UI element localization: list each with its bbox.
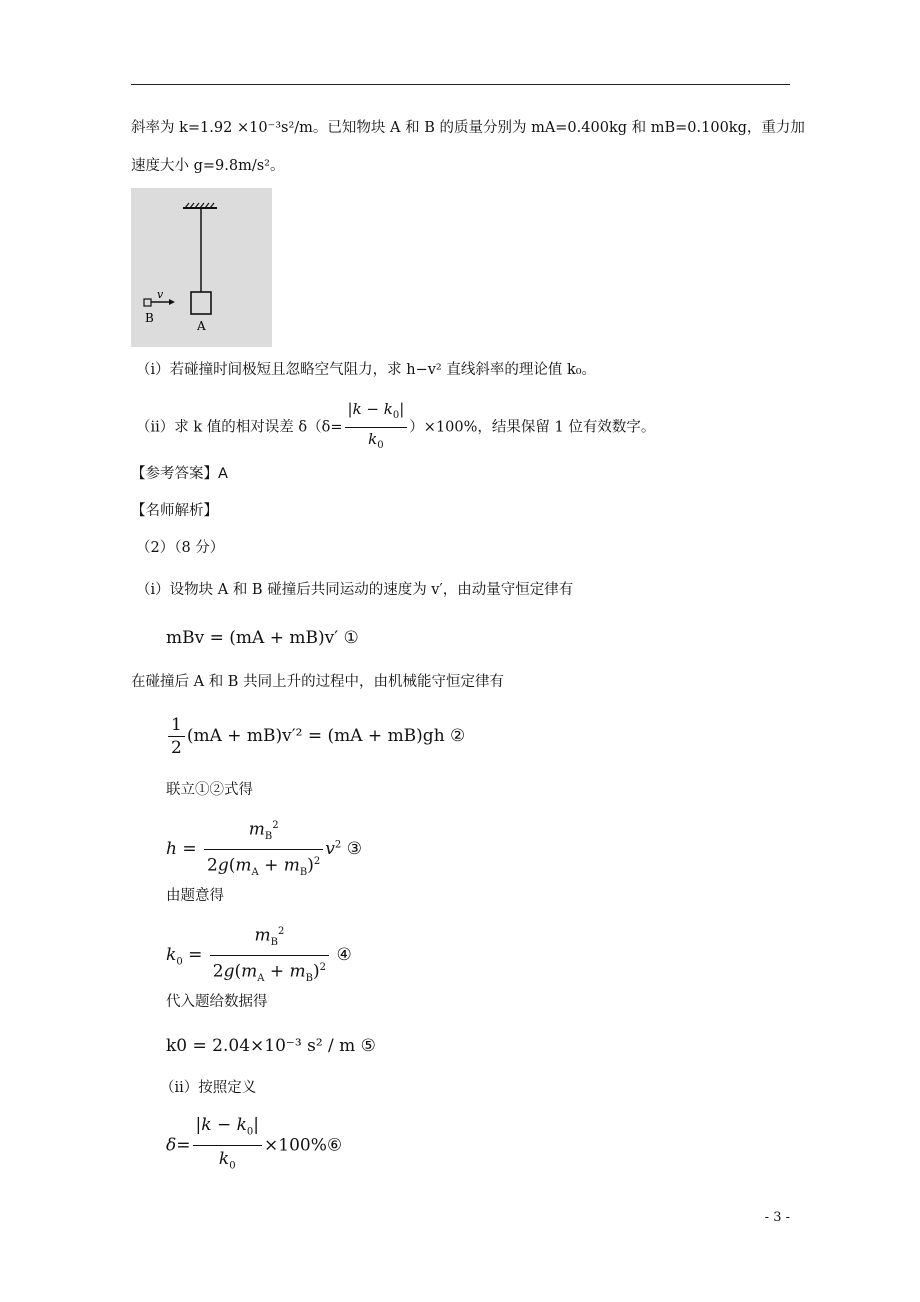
label-b: B xyxy=(145,311,154,325)
text-line-1: 斜率为 k=1.92 ×10⁻³s²/m。已知物块 A 和 B 的质量分别为 mA=0.400kg 和 mB=0.100kg，重力加 xyxy=(131,120,805,136)
block-a xyxy=(191,292,211,314)
equation-3-fraction: $\frac{m_B^2}{2g(m_A + m_B)^2}$ xyxy=(204,816,323,883)
percent-factor: ×100% xyxy=(264,1135,327,1156)
analysis-heading: 【名师解析】 xyxy=(131,503,218,519)
question-ii xyxy=(136,400,655,455)
solution-step-2: 在碰撞后 A 和 B 共同上升的过程中，由机械能守恒定律有 xyxy=(131,674,505,690)
equation-4-fraction: $\frac{m_B^2}{2g(m_A + m_B)^2}$ xyxy=(210,922,329,989)
label-v: v xyxy=(157,288,164,301)
pendulum-figure xyxy=(131,188,272,347)
equation-2-body: (mA + mB)v′² = (mA + mB)gh ② xyxy=(186,726,466,746)
one-half-fraction: $\frac{1}{2}$ xyxy=(168,716,185,757)
block-b xyxy=(144,299,151,306)
solution-step-5: 代入题给数据得 xyxy=(166,994,268,1010)
equation-6: δ= $\frac{|k - k_0|}{k_0}$ ×100%⑥ xyxy=(166,1114,342,1178)
question-ii-prefix: （ii）求 k 值的相对误差 δ（δ= xyxy=(136,419,343,436)
equation-6-fraction: $\frac{|k - k_0|}{k_0}$ xyxy=(193,1114,263,1178)
solution-step-4: 由题意得 xyxy=(166,888,224,904)
header-rule xyxy=(131,84,790,85)
question-i: （i）若碰撞时间极短且忽略空气阻力，求 h−v² 直线斜率的理论值 k₀。 xyxy=(136,362,597,378)
circle-6: ⑥ xyxy=(326,1135,343,1156)
relative-error-fraction: $\frac{|k - k_0|}{k_0}$ xyxy=(345,400,408,455)
equation-3: h = $\frac{m_B^2}{2g(m_A + m_B)^2}$ $v^2$ ③ xyxy=(166,816,362,883)
equation-1: mBv = (mA + mB)v′ ① xyxy=(166,628,359,648)
solution-step-1: （i）设物块 A 和 B 碰撞后共同运动的速度为 v′，由动量守恒定律有 xyxy=(136,582,574,598)
circle-3: ③ xyxy=(346,839,362,860)
pendulum-diagram xyxy=(131,188,272,347)
equation-4: $k_0$ = $\frac{m_B^2}{2g(m_A + m_B)^2}$ ④ xyxy=(166,922,352,989)
solution-step-3: 联立①②式得 xyxy=(166,782,253,798)
equation-2 xyxy=(166,712,465,760)
page-number: - 3 - xyxy=(764,1210,790,1225)
label-a: A xyxy=(197,319,206,333)
text-line-2: 速度大小 g=9.8m/s²。 xyxy=(131,158,285,174)
score-label: （2）（8 分） xyxy=(136,540,225,556)
reference-answer: 【参考答案】A xyxy=(131,466,228,482)
question-ii-suffix: ）×100%，结果保留 1 位有效数字。 xyxy=(409,419,656,436)
solution-step-6: （ii）按照定义 xyxy=(160,1080,257,1096)
circle-4: ④ xyxy=(336,945,352,966)
equation-5: k0 = 2.04×10⁻³ s² / m ⑤ xyxy=(166,1036,376,1056)
